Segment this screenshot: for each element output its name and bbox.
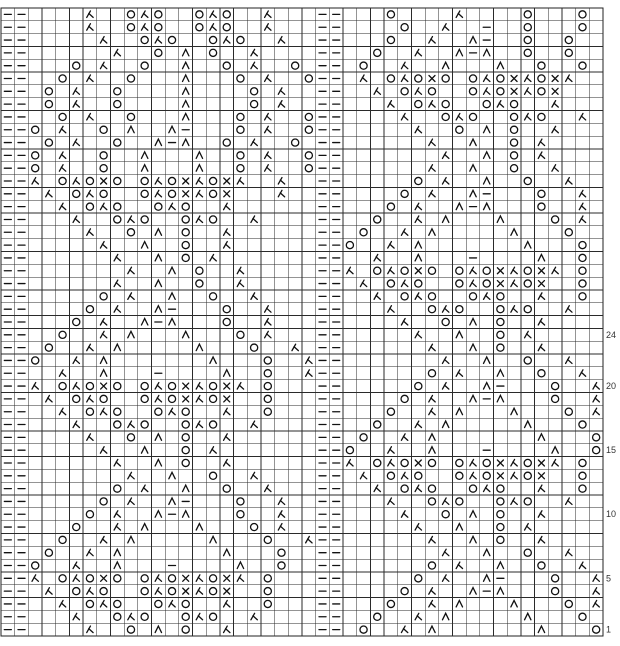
row-number-label: 15: [606, 445, 617, 456]
row-number-label: 5: [606, 573, 612, 584]
row-number-label: 20: [606, 381, 617, 392]
row-number-label: 10: [606, 509, 617, 520]
row-number-label: 1: [606, 624, 612, 635]
row-number-label: 24: [606, 329, 617, 340]
grid-lines: [1, 8, 603, 636]
row-number-labels: [606, 330, 616, 635]
